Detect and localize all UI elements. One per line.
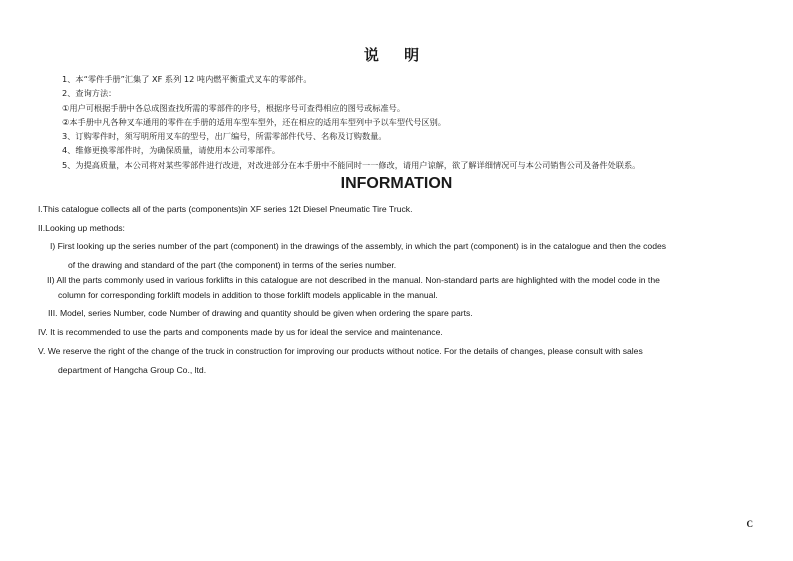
cn-line-3: ①用户可根据手册中各总成图查找所需的零部件的序号，根据序号可查得相应的图号或标准号。: [62, 102, 406, 113]
en-item-5: V. We reserve the right of the change of the truck in construction for improving our products without notice. For the details of changes, please consult with sales: [38, 346, 643, 356]
en-item-5-cont: department of Hangcha Group Co., ltd.: [58, 365, 207, 375]
en-item-4: IV. It is recommended to use the parts and components made by us for ideal the service and maintenance.: [38, 327, 443, 337]
en-item-1: I.This catalogue collects all of the parts (components)in XF series 12t Diesel Pneumatic Tire Truck.: [38, 204, 413, 214]
chinese-title: 说 明: [363, 46, 430, 64]
en-item-3: III. Model, series Number, code Number of drawing and quantity should be given when ordering the spare parts.: [48, 308, 473, 318]
chinese-instructions: [62, 72, 762, 172]
cn-line-7: 5、为提高质量，本公司将对某些零部件进行改进，对改进部分在本手册中不能同时一一修改，请用户谅解，欲了解详细情况可与本公司销售公司及备件处联系。: [62, 159, 641, 170]
en-item-2-ii-cont: column for corresponding forklift models in addition to those forklift models applicable in the manual.: [58, 290, 438, 300]
cn-line-6: 4、维修更换零部件时，为确保质量，请使用本公司零部件。: [62, 145, 281, 156]
cn-line-5: 3、订购零件时，须写明所用叉车的型号，出厂编号，所需零部件代号、名称及订购数量。: [62, 131, 387, 142]
cn-line-1: 1、本“零件手册”汇集了 XF 系列 12 吨内燃平衡重式叉车的零部件。: [62, 74, 312, 84]
cn-line-2: 2、查询方法：: [62, 88, 117, 99]
english-title: INFORMATION: [340, 175, 453, 192]
cn-line-4: ②本手册中凡各种叉车通用的零件在手册的适用车型车型外，还在相应的适用车型列中予以车型代号区别。: [62, 116, 446, 127]
en-item-2-i: I) First looking up the series number of the part (component) in the drawings of the assembly, in which the part (component) is in the catalogue and then the codes: [50, 241, 667, 251]
en-item-2: II.Looking up methods:: [38, 223, 125, 233]
en-item-2-i-cont: of the drawing and standard of the part (the component) in terms of the series number.: [68, 260, 397, 270]
en-item-2-ii: II) All the parts commonly used in various forklifts in this catalogue are not described in the manual. Non-standard parts are highlighted with the model code in the: [47, 275, 660, 285]
page-number: C: [746, 519, 753, 529]
